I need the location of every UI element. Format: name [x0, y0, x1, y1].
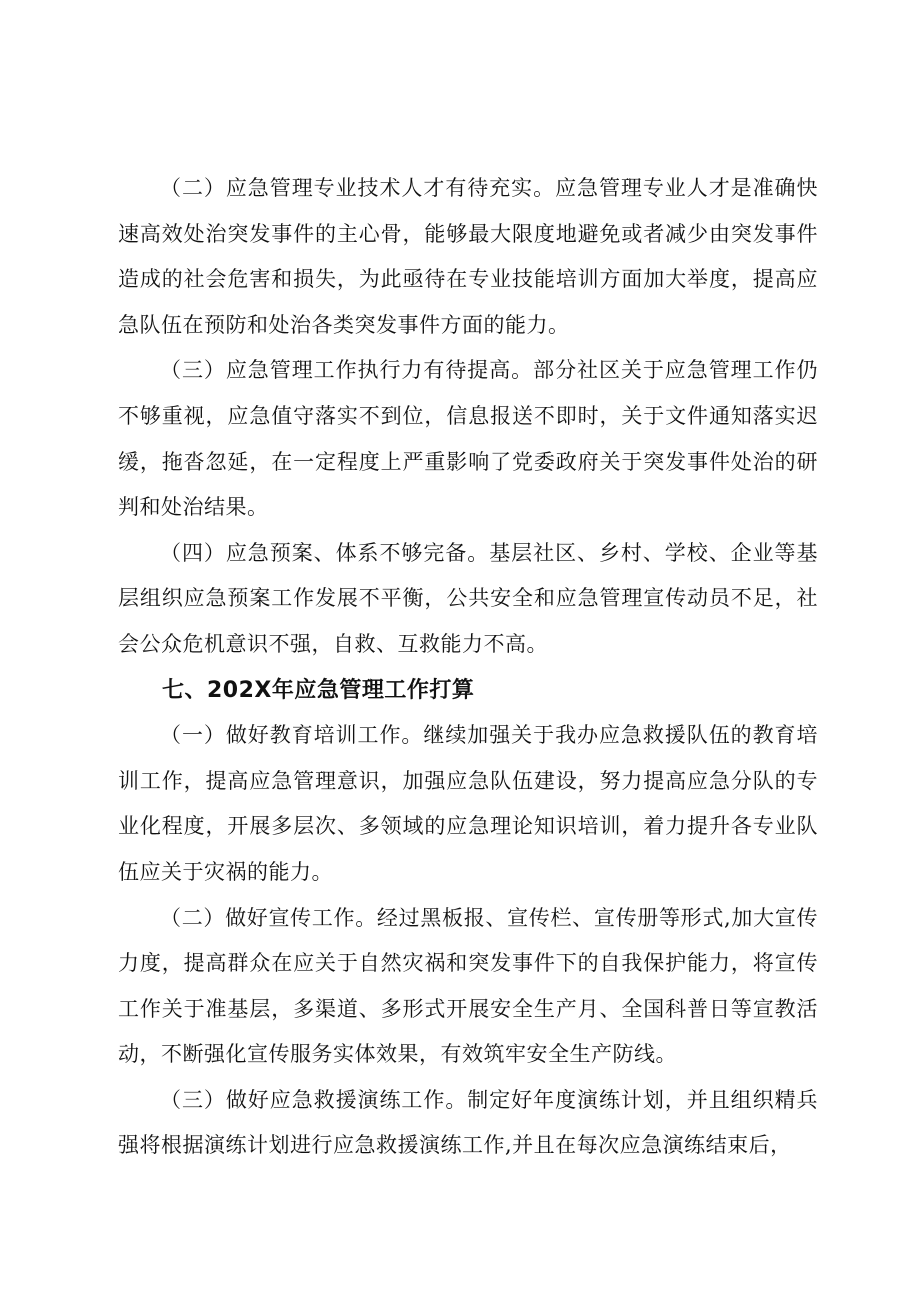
- paragraph-execution: （三）应急管理工作执行力有待提高。部分社区关于应急管理工作仍不够重视，应急值守落实不到位，信息报送不即时，关于文件通知落实迟缓，拖沓忽延，在一定程度上严重影响了党委政府关于突发事件处治的研判和处治结果。: [118, 358, 818, 520]
- paragraph-drills: （三）做好应急救援演练工作。制定好年度演练计划，并且组织精兵强将根据演练计划进行应急救援演练工作,并且在每次应急演练结束后，: [118, 1087, 818, 1158]
- paragraph-talent-shortage: （二）应急管理专业技术人才有待充实。应急管理专业人才是准确快速高效处治突发事件的主心骨，能够最大限度地避免或者减少由突发事件造成的社会危害和损失，为此亟待在专业技能培训方面加大举度，提高应急队伍在预防和处治各类突发事件方面的能力。: [118, 176, 818, 337]
- section-heading: 七、202X年应急管理工作打算: [162, 677, 475, 703]
- paragraph-training: （一）做好教育培训工作。继续加强关于我办应急救援队伍的教育培训工作，提高应急管理意识，加强应急队伍建设，努力提高应急分队的专业化程度，开展多层次、多领域的应急理论知识培训，着力提升各专业队伍应关于灾祸的能力。: [118, 723, 818, 884]
- paragraph-emergency-plans: （四）应急预案、体系不够完备。基层社区、乡村、学校、企业等基层组织应急预案工作发展不平衡，公共安全和应急管理宣传动员不足，社会公众危机意识不强，自救、互救能力不高。: [118, 540, 818, 656]
- paragraph-publicity: （二）做好宣传工作。经过黑板报、宣传栏、宣传册等形式,加大宣传力度，提高群众在应关于自然灾祸和突发事件下的自我保护能力，将宣传工作关于准基层，多渠道、多形式开展安全生产月、全国科普日等宣教活动，不断强化宣传服务实体效果，有效筑牢安全生产防线。: [118, 905, 818, 1067]
- document-page: [118, 166, 818, 1169]
